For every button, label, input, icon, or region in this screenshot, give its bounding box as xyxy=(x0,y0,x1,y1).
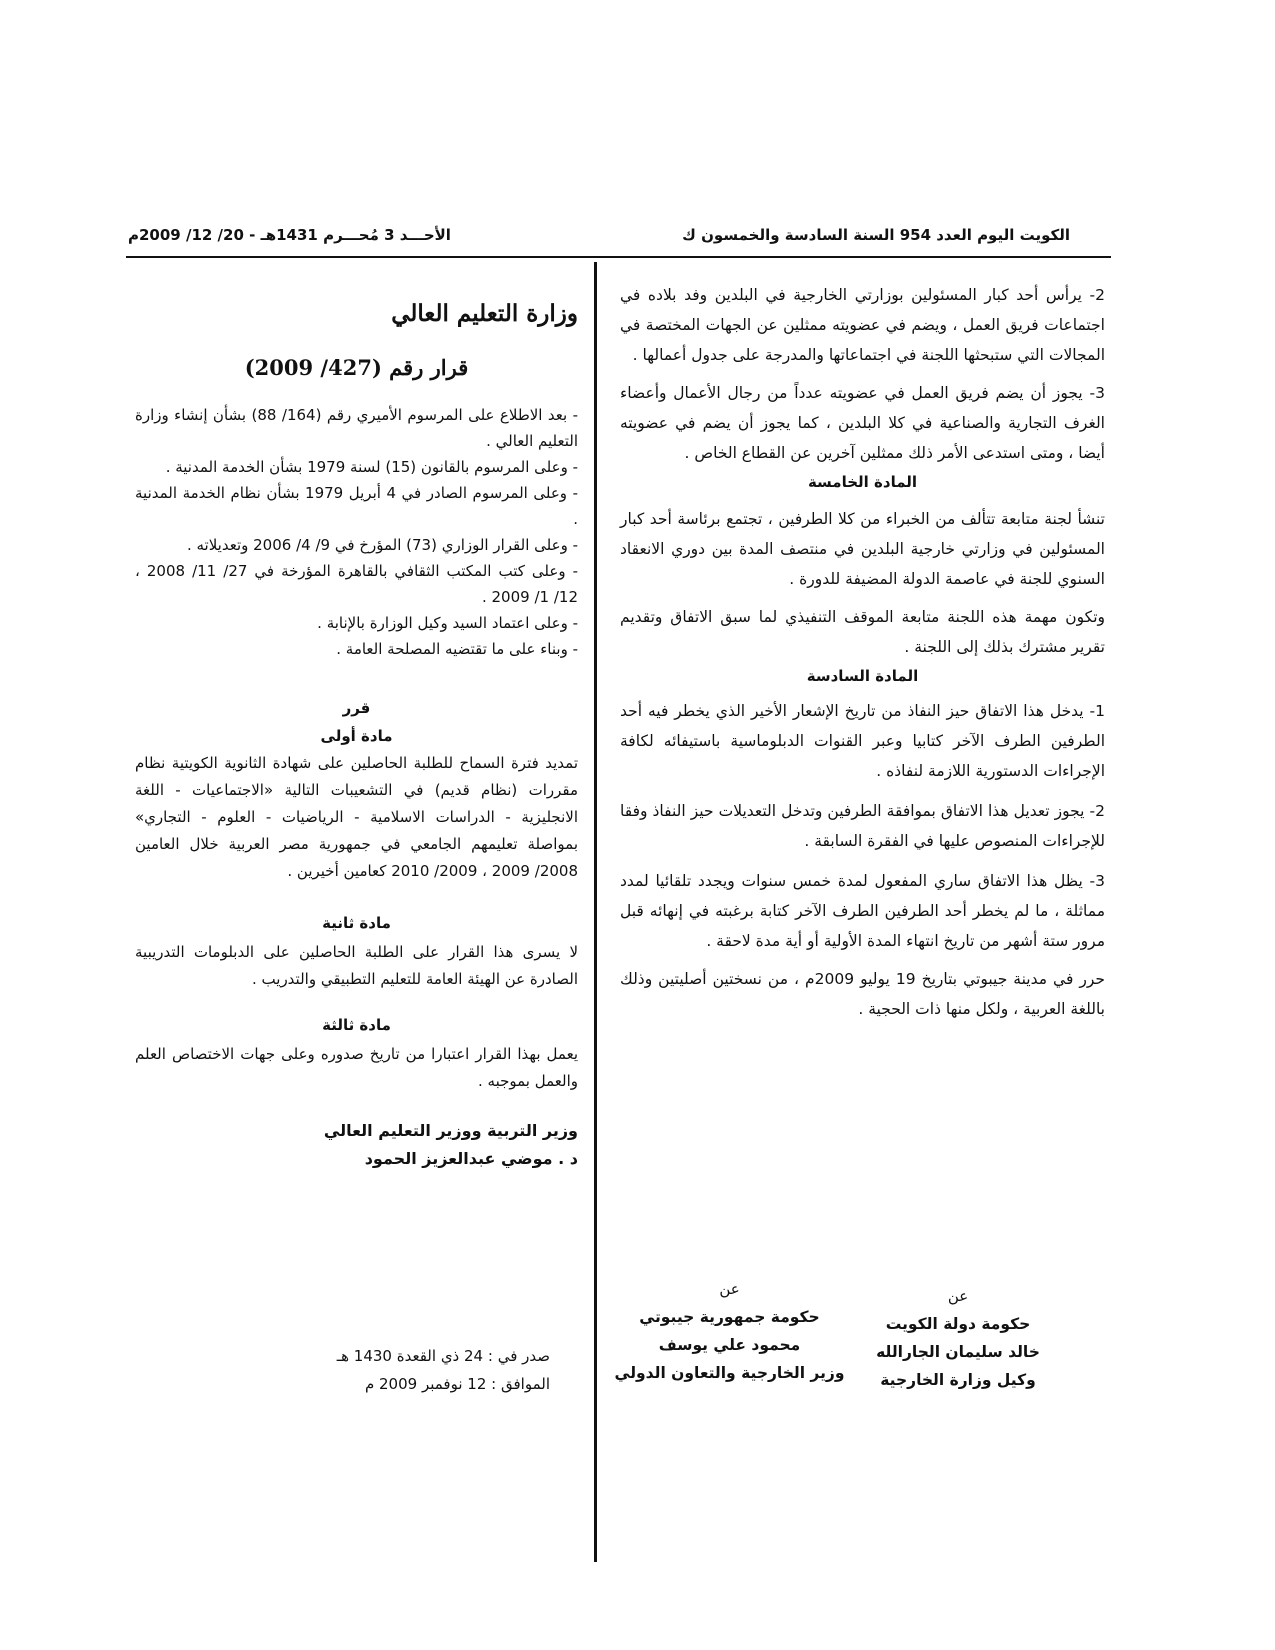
ministry-title: وزارة التعليم العالي xyxy=(391,300,578,327)
issued-date: صدر في : 24 ذي القعدة 1430 هـ xyxy=(336,1347,550,1365)
on-behalf-label: عن xyxy=(719,1280,740,1298)
recital: - وعلى المرسوم الصادر في 4 أبريل 1979 بشأن نظام الخدمة المدنية . xyxy=(135,484,578,528)
recital: - وعلى المرسوم بالقانون (15) لسنة 1979 بشأن الخدمة المدنية . xyxy=(165,458,578,476)
article-heading: مادة ثانية xyxy=(322,914,391,932)
on-behalf-label: عن xyxy=(947,1287,969,1305)
paragraph: وتكون مهمة هذه اللجنة متابعة الموقف التنفيذي لما سبق الاتفاق وتقديم تقرير مشترك بذلك إلى اللجنة . xyxy=(620,608,1105,656)
paragraph: يعمل بهذا القرار اعتبارا من تاريخ صدوره وعلى جهات الاختصاص العلم والعمل بموجبه . xyxy=(135,1045,578,1090)
decided-heading: قرر xyxy=(342,699,371,717)
article-heading: مادة ثالثة xyxy=(322,1016,391,1034)
signatory-title: وزير الخارجية والتعاون الدولي xyxy=(614,1364,845,1382)
issued-block xyxy=(280,1342,550,1398)
signatory-title: وكيل وزارة الخارجية xyxy=(880,1371,1036,1389)
paragraph: 1- يدخل هذا الاتفاق حيز النفاذ من تاريخ الإشعار الأخير الذي يخطر فيه أحد الطرفين الطرف الآخر كتابيا وعبر القنوات الدبلوماسية باستيفائه لكافة الإجراءات الدستورية اللازمة لنفاذه . xyxy=(620,702,1105,780)
recital: - بعد الاطلاع على المرسوم الأميري رقم (164/ 88) بشأن إنشاء وزارة التعليم العالي . xyxy=(135,406,579,450)
signature-kuwait xyxy=(858,1282,1058,1394)
recital: - وعلى اعتماد السيد وكيل الوزارة بالإنابة . xyxy=(317,614,578,632)
article-heading: المادة السادسة xyxy=(806,667,919,685)
signatory-name: محمود علي يوسف xyxy=(658,1336,801,1354)
paragraph: 2- يجوز تعديل هذا الاتفاق بموافقة الطرفين وتدخل التعديلات حيز النفاذ وفقا للإجراءات المنصوص عليها في الفقرة السابقة . xyxy=(620,802,1105,850)
decree-title: قرار رقم (427/ 2009) xyxy=(244,355,469,380)
article-heading: مادة أولى xyxy=(320,727,393,745)
recital: - وبناء على ما تقتضيه المصلحة العامة . xyxy=(336,640,578,658)
paragraph: حرر في مدينة جيبوتي بتاريخ 19 يوليو 2009م ، من نسختين أصليتين وذلك باللغة العربية ، ولكل منها ذات الحجية . xyxy=(620,970,1105,1018)
signature-djibouti xyxy=(612,1275,847,1387)
minister-title: وزير التربية ووزير التعليم العالي xyxy=(323,1121,578,1140)
article-heading: المادة الخامسة xyxy=(807,473,918,491)
paragraph: 3- يجوز أن يضم فريق العمل في عضويته عدداً من رجال الأعمال وأعضاء الغرف التجارية والصناعية في كلا البلدين ، كما يجوز أن يضم في عضويته أيضا ، ومتى استدعى الأمر ذلك ممثلين آخرين عن القطاع الخاص . xyxy=(620,384,1105,462)
minister-name: د . موضي عبدالعزيز الحمود xyxy=(364,1149,578,1168)
recital: - وعلى القرار الوزاري (73) المؤرخ في 9/ 4/ 2006 وتعديلاته . xyxy=(186,536,578,554)
header-rule xyxy=(126,256,1111,258)
paragraph: 2- يرأس أحد كبار المسئولين بوزارتي الخارجية في البلدين وفد بلاده في اجتماعات فريق العمل ، ويضم في عضويته ممثلين عن الجهات المختصة في المجالات التي ستبحثها اللجنة في اجتماعاتها والمدرجة على جدول أعمالها . xyxy=(620,286,1105,364)
government-name: حكومة دولة الكويت xyxy=(885,1315,1031,1333)
paragraph: تنشأ لجنة متابعة تتألف من الخبراء من كلا الطرفين ، تجتمع برئاسة أحد كبار المسئولين في وزارتي خارجية البلدين في منتصف المدة بين دوري الانعقاد السنوي للجنة في عاصمة الدولة المضيفة للدورة . xyxy=(620,510,1105,588)
government-name: حكومة جمهورية جيبوتي xyxy=(639,1308,820,1326)
corresponding-date: الموافق : 12 نوفمبر 2009 م xyxy=(364,1375,550,1393)
paragraph: لا يسرى هذا القرار على الطلبة الحاصلين على الدبلومات التدريبية الصادرة عن الهيئة العامة للتعليم التطبيقي والتدريب . xyxy=(135,943,578,988)
recital: - وعلى كتب المكتب الثقافي بالقاهرة المؤرخة في 27/ 11/ 2008 ، 12/ 1/ 2009 . xyxy=(135,562,578,606)
header-date: الأحـــد 3 مُحـــرم 1431هـ - 20/ 12/ 2009م xyxy=(128,226,451,244)
column-divider xyxy=(594,262,597,1562)
paragraph: تمديد فترة السماح للطلبة الحاصلين على شهادة الثانوية الكويتية نظام مقررات (نظام قديم) في التشعيبات التالية «الاجتماعيات - اللغة الانجليزية - الدراسات الاسلامية - الرياضيات - العلوم - التجاري» بمواصلة تعليمهم الجامعي في جمهورية مصر العربية خلال العامين 2008/ 2009 ، 2009/ 2010 كعامين أخيرين . xyxy=(135,754,578,880)
signatory-name: خالد سليمان الجارالله xyxy=(876,1343,1040,1361)
minister-block xyxy=(135,1117,578,1173)
header-gazette-info: الكويت اليوم العدد 954 السنة السادسة والخمسون ك xyxy=(682,226,1070,244)
paragraph: 3- يظل هذا الاتفاق ساري المفعول لمدة خمس سنوات ويجدد تلقائيا لمدد مماثلة ، ما لم يخطر أحد الطرفين الطرف الآخر كتابة برغبته في إنهائه قبل مرور ستة أشهر من تاريخ انتهاء المدة الأولية أو أية مدة لاحقة . xyxy=(620,872,1105,950)
left-column xyxy=(135,290,578,1173)
right-column xyxy=(620,280,1105,1024)
